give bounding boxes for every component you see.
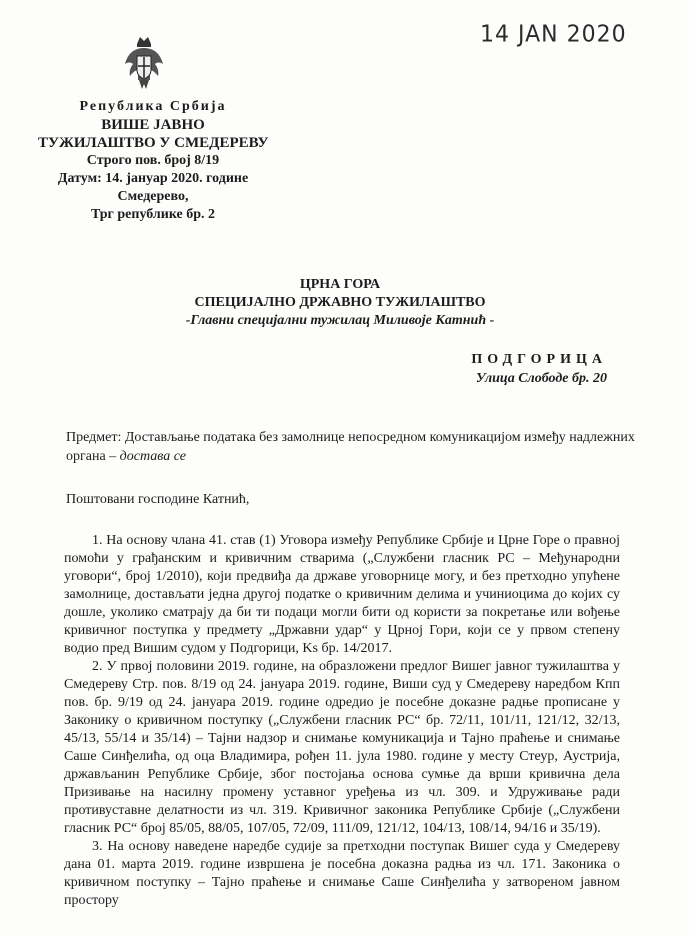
- recipient-block: [160, 276, 520, 330]
- recipient-city: ПОДГОРИЦА: [471, 352, 607, 367]
- subject-line: [66, 428, 636, 466]
- sender-country: Република Србија: [79, 99, 227, 114]
- paragraph-2: 2. У првој половини 2019. године, на образложени предлог Вишег јавног тужилаштва у Смедереву Стр. пов. 8/19 од 24. јануара 2019. године, Виши суд у Смедереву наредбом Кпп пов. бр. 9/19 од 24. јануара 2019. године одредио је посебне доказне радње прописане у Законику о кривичном поступку („Службени гласник РС“ бр. 72/11, 101/11, 121/12, 32/13, 45/13, 55/14 и 35/14) – Тајни надзор и снимање комуникација и Тајно праћење и снимање Саше Синђелића, од оца Владимира, рођен 11. јула 1980. године у месту Стеур, Аустрија, држављанин Републике Србије, због постојања основа сумње да врши кривична дела Призивање на насилну промену уставног уређења из чл. 309. и Удруживање ради противуставне делатности из чл. 319. Кривичног законика Републике Србије („Службени гласник РС“ број 85/05, 88/05, 107/05, 72/09, 111/09, 121/12, 104/13, 108/14, 94/16 и 35/19).: [64, 659, 620, 836]
- recipient-office: СПЕЦИЈАЛНО ДРЖАВНО ТУЖИЛАШТВО: [194, 295, 486, 310]
- sender-office-line2: ТУЖИЛАШТВО У СМЕДЕРЕВУ: [38, 135, 269, 151]
- letter-body: [64, 532, 620, 910]
- subject-text: Предмет: Достављање података без замолнице непосредном комуникацијом између надлежних органа –: [66, 430, 635, 464]
- sender-city: Смедерево,: [117, 189, 189, 204]
- subject-emphasis: достава се: [119, 449, 186, 464]
- paragraph-3: 3. На основу наведене наредбе судије за претходни поступак Вишег суда у Смедереву дана 01. марта 2019. године извршена је посебна доказна радња из чл. 171. Законика о кривичном поступку – Тајно праћење и снимање Саше Синђелића у затвореном јавном простору: [64, 839, 620, 908]
- coat-of-arms-icon: [122, 34, 166, 94]
- sender-office-line1: ВИШЕ ЈАВНО: [101, 117, 205, 133]
- recipient-city-block: [471, 350, 607, 388]
- sender-date: Датум: 14. јануар 2020. године: [57, 171, 249, 186]
- recipient-street: Улица Слободе бр. 20: [475, 371, 607, 386]
- received-date-stamp: 14 JAN 2020: [480, 21, 627, 48]
- recipient-person: -Главни специјални тужилац Миливоје Катнић -: [185, 313, 495, 328]
- sender-address: Трг републике бр. 2: [90, 207, 216, 222]
- recipient-country: ЦРНА ГОРА: [299, 277, 381, 292]
- sender-reference: Строго пов. број 8/19: [86, 153, 220, 168]
- paragraph-1: 1. На основу члана 41. став (1) Уговора између Републике Србије и Црне Горе о правној помоћи у грађанским и кривичним стварима („Службени гласник РС – Међународни уговори“, број 1/2010), који предвиђа да државе уговорнице могу, и без претходно упућене замолнице, достављати једна другој податке о кривичним делима и учиниоцима до којих су дошле, уколико сматрају да би ти подаци могли бити од користи за покретање или вођење кривичног поступка у предмету „Државни удар“ у Црној Гори, који се у првом степену водио пред Вишим судом у Подгорици, Ks бр. 14/2017.: [64, 533, 620, 656]
- sender-block: [38, 98, 268, 224]
- salutation: Поштовани господине Катнић,: [66, 492, 250, 507]
